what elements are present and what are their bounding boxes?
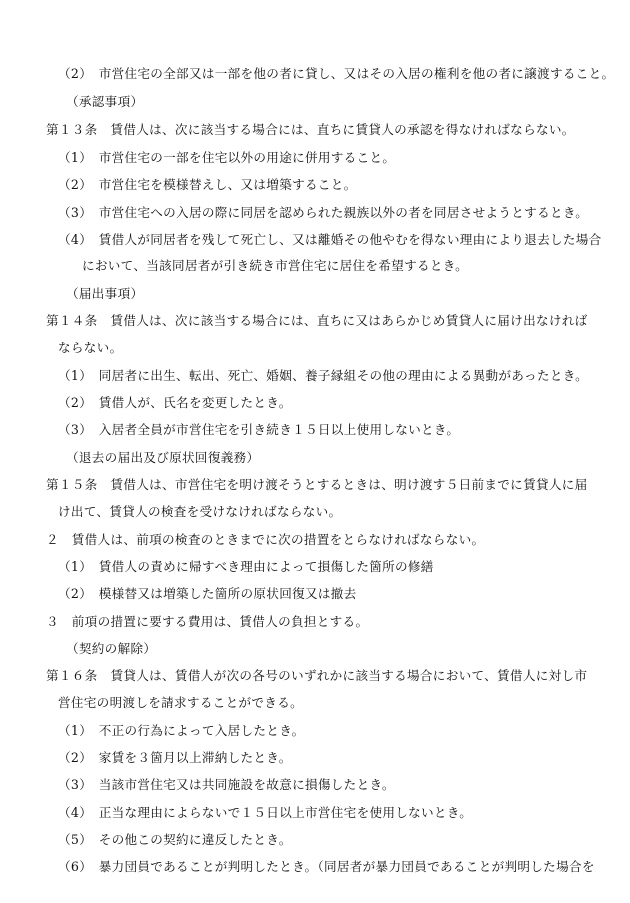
article-15-paragraph-2: ２ 賃借人は、前項の検査のときまでに次の措置をとらなければならない。 <box>46 532 485 547</box>
article-16-item-4: （4） 正当な理由によらないで１５日以上市営住宅を使用しないとき。 <box>58 805 473 820</box>
article-16-cont: 営住宅の明渡しを請求することができる。 <box>58 695 303 710</box>
article-16-item-1: （1） 不正の行為によって入居したとき。 <box>58 723 305 738</box>
article-14-item-1: （1） 同居者に出生、転出、死亡、婚姻、養子縁組その他の理由による異動があったとき。 <box>58 368 589 383</box>
heading-move-out: （退去の届出及び原状回復義務） <box>66 450 260 465</box>
article-14-cont: ならない。 <box>58 340 123 355</box>
article-14-item-2: （2） 賃借人が、氏名を変更したとき。 <box>58 395 292 410</box>
article-15-item-2: （2） 模様替又は増築した箇所の原状回復又は撤去 <box>58 586 357 601</box>
article-16: 第１６条 賃貸人は、賃借人が次の各号のいずれかに該当する場合において、賃借人に対し市 <box>46 668 588 683</box>
article-16-item-5: （5） その他この契約に違反したとき。 <box>58 832 292 847</box>
article-15-paragraph-3: ３ 前項の措置に要する費用は、賃借人の負担とする。 <box>46 614 369 629</box>
article-13-item-3: （3） 市営住宅への入居の際に同居を認められた親族以外の者を同居させようとするとき。 <box>58 205 589 220</box>
article-13-item-4: （4） 賃借人が同居者を残して死亡し、又は離婚その他やむを得ない理由により退去した場合 <box>58 232 602 247</box>
article-13-item-2: （2） 市営住宅を模様替えし、又は増築すること。 <box>58 177 357 192</box>
heading-notification-matters: （届出事項） <box>66 286 144 301</box>
article-13-item-1: （1） 市営住宅の一部を住宅以外の用途に併用すること。 <box>58 150 396 165</box>
article-15-cont: け出て、賃貸人の検査を受けなければならない。 <box>58 504 342 519</box>
heading-cancellation: （契約の解除） <box>66 641 157 656</box>
article-15: 第１５条 賃借人は、市営住宅を明け渡そうとするときは、明け渡す５日前までに賃貸人に届 <box>46 477 588 492</box>
article-16-item-3: （3） 当該市営住宅又は共同施設を故意に損傷したとき。 <box>58 777 395 792</box>
article-16-item-2: （2） 家賃を３箇月以上滞納したとき。 <box>58 750 292 765</box>
article-14: 第１４条 賃借人は、次に該当する場合には、直ちに又はあらかじめ賃貸人に届け出なければ <box>46 313 588 328</box>
article-14-item-3: （3） 入居者全員が市営住宅を引き続き１５日以上使用しないとき。 <box>58 422 460 437</box>
heading-approval-matters: （承認事項） <box>66 94 144 109</box>
article-13: 第１３条 賃借人は、次に該当する場合には、直ちに賃貸人の承認を得なければならない。 <box>46 122 575 137</box>
item-2-transfer-prohibition: （2） 市営住宅の全部又は一部を他の者に貸し、又はその入居の権利を他の者に譲渡すること。 <box>58 66 615 81</box>
article-13-item-4-cont: において、当該同居者が引き続き市営住宅に居住を希望するとき。 <box>82 258 469 273</box>
article-16-item-6: （6） 暴力団員であることが判明したとき。（同居者が暴力団員であることが判明した場合を <box>58 859 595 874</box>
article-15-item-1: （1） 賃借人の責めに帰すべき理由によって損傷した箇所の修繕 <box>58 559 434 574</box>
